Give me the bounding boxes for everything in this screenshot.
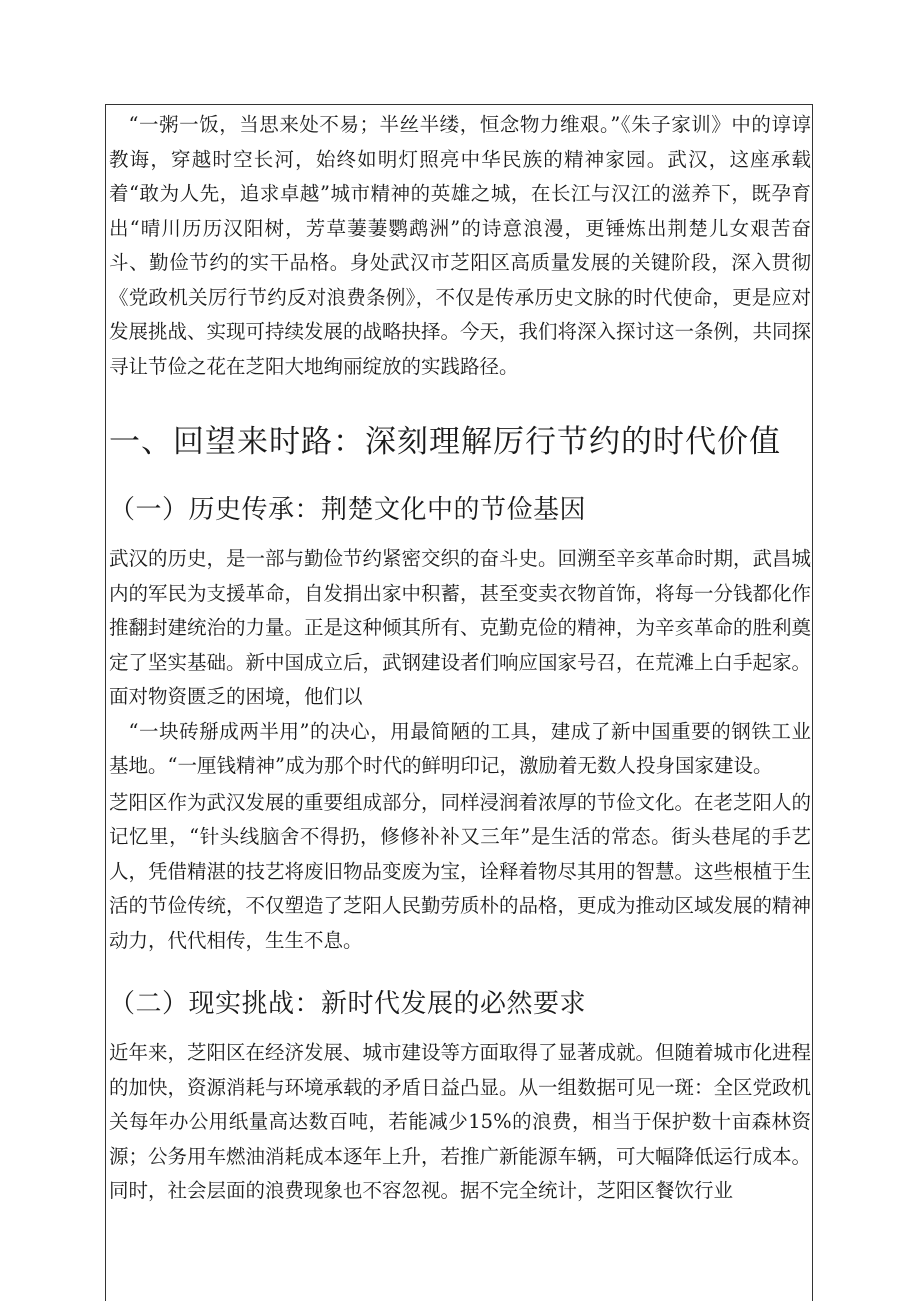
subsection-1-paragraph-1-continued: “一块砖掰成两半用”的决心，用最简陋的工具，建成了新中国重要的钢铁工业基地。“一厘钱精神”成为那个时代的鲜明印记，激励着无数人投身国家建设。	[109, 719, 811, 777]
subsection-2-heading: （二）现实挑战：新时代发展的必然要求	[109, 989, 587, 1019]
section-1-heading: 一、回望来时路：深刻理解厉行节约的时代价值	[109, 424, 781, 460]
subsection-1-paragraph-2: 芝阳区作为武汉发展的重要组成部分，同样浸润着浓厚的节俭文化。在老芝阳人的记忆里，“针头线脑舍不得扔，修修补补又三年”是生活的常态。街头巷尾的手艺人，凭借精湛的技艺将废旧物品变废为宝，诠释着物尽其用的智慧。这些根植于生活的节俭传统，不仅塑造了芝阳人民勤劳质朴的品格，更成为推动区域发展的精神动力，代代相传，生生不息。	[109, 790, 812, 952]
document-body	[109, 108, 811, 1209]
subsection-1-heading: （一）历史传承：荆楚文化中的节俭基因	[109, 495, 587, 525]
subsection-1-paragraph-1: 武汉的历史，是一部与勤俭节约紧密交织的奋斗史。回溯至辛亥革命时期，武昌城内的军民为支援革命，自发捐出家中积蓄，甚至变卖衣物首饰，将每一分钱都化作推翻封建统治的力量。正是这种倾其所有、克勤克俭的精神，为辛亥革命的胜利奠定了坚实基础。新中国成立后，武钢建设者们响应国家号召，在荒滩上白手起家。面对物资匮乏的困境，他们以	[109, 547, 812, 708]
subsection-2-paragraph-1: 近年来，芝阳区在经济发展、城市建设等方面取得了显著成就。但随着城市化进程的加快，资源消耗与环境承载的矛盾日益凸显。从一组数据可见一斑：全区党政机关每年办公用纸量高达数百吨，若能减少15%的浪费，相当于保护数十亩森林资源；公务用车燃油消耗成本逐年上升，若推广新能源车辆，可大幅降低运行成本。同时，社会层面的浪费现象也不容忽视。据不完全统计，芝阳区餐饮行业	[109, 1041, 812, 1202]
intro-paragraph: “一粥一饭，当思来处不易；半丝半缕，恒念物力维艰。”《朱子家训》中的谆谆教诲，穿越时空长河，始终如明灯照亮中华民族的精神家园。武汉，这座承载着“敢为人先，追求卓越”城市精神的英雄之城，在长江与汉江的滋养下，既孕育出“晴川历历汉阳树，芳草萋萋鹦鹉洲”的诗意浪漫，更锤炼出荆楚儿女艰苦奋斗、勤俭节约的实干品格。身处武汉市芝阳区高质量发展的关键阶段，深入贯彻《党政机关厉行节约反对浪费条例》，不仅是传承历史文脉的时代使命，更是应对发展挑战、实现可持续发展的战略抉择。今天，我们将深入探讨这一条例，共同探寻让节俭之花在芝阳大地绚丽绽放的实践路径。	[109, 113, 812, 378]
